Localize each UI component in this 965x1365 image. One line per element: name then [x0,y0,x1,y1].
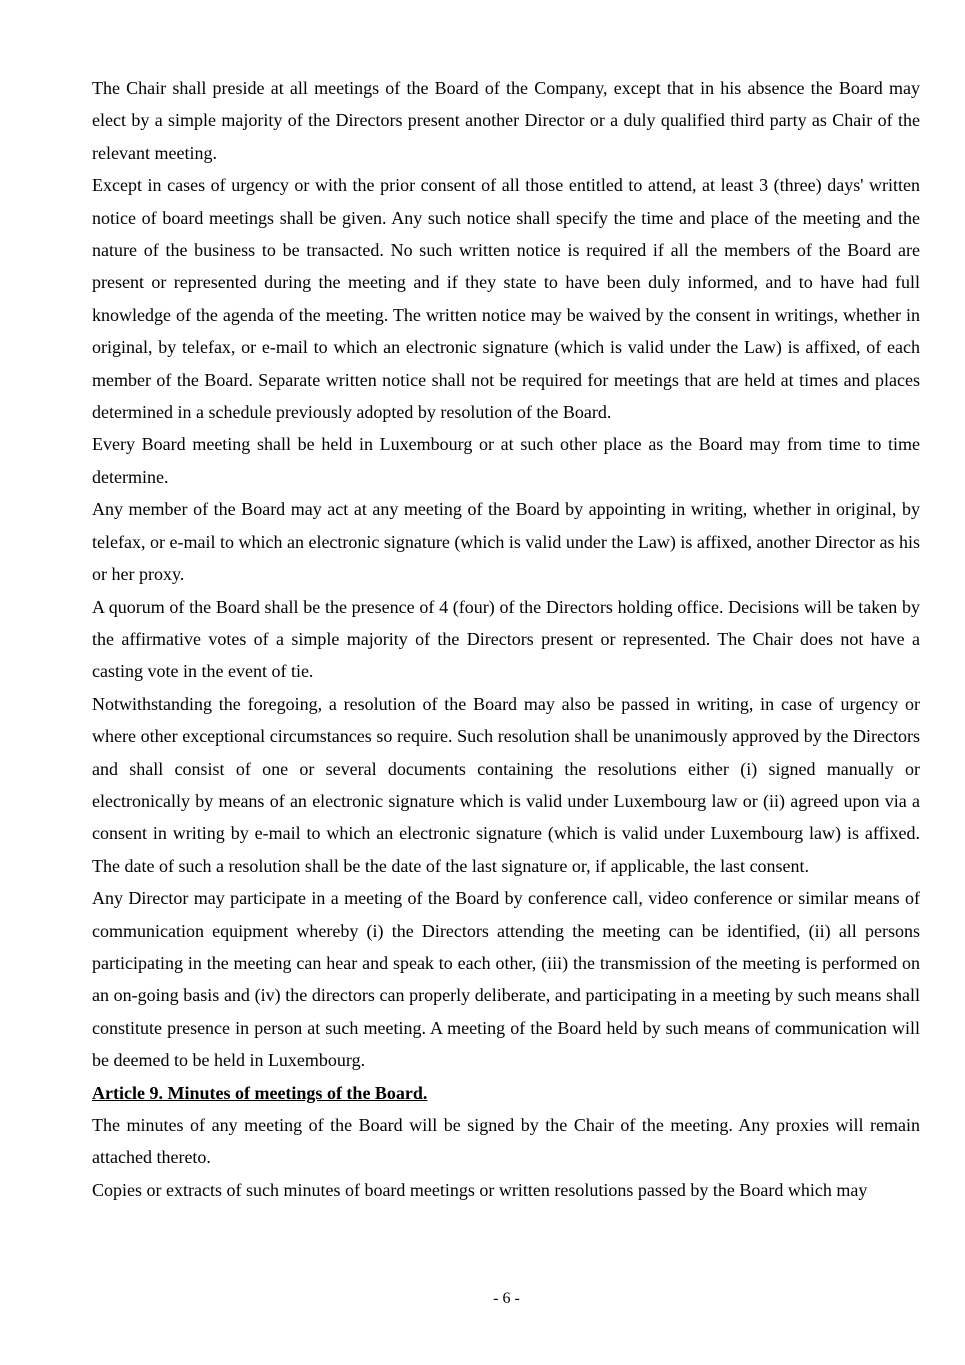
paragraph-chair-presides: The Chair shall preside at all meetings of the Board of the Company, except that in his absence the Board may elect by a simple majority of the Directors present another Director or a duly qualified third party as Chair of the relevant meeting. [92,78,920,163]
paragraph-notice-of-meetings: Except in cases of urgency or with the prior consent of all those entitled to attend, at least 3 (three) days' written notice of board meetings shall be given. Any such notice shall specify the time and place of the meeting and the nature of the business to be transacted. No such written notice is required if all the members of the Board are present or represented during the meeting and if they state to have been duly informed, and to have had full knowledge of the agenda of the meeting. The written notice may be waived by the consent in writings, whether in original, by telefax, or e-mail to which an electronic signature (which is valid under the Law) is affixed, of each member of the Board. Separate written notice shall not be required for meetings that are held at times and places determined in a schedule previously adopted by resolution of the Board. [92,175,920,423]
document-page [92,72,920,1206]
paragraph-copies-of-minutes: Copies or extracts of such minutes of board meetings or written resolutions passed by the Board which may [92,1179,868,1200]
paragraph-meeting-location: Every Board meeting shall be held in Luxembourg or at such other place as the Board may from time to time determine. [92,434,920,487]
paragraph-proxy: Any member of the Board may act at any meeting of the Board by appointing in writing, whether in original, by telefax, or e-mail to which an electronic signature (which is valid under the Law) is affixed, another Director as his or her proxy. [92,499,920,585]
article-9-heading: Article 9. Minutes of meetings of the Board. [92,1082,428,1103]
page-number: - 6 - [493,1290,520,1307]
paragraph-quorum: A quorum of the Board shall be the presence of 4 (four) of the Directors holding office. Decisions will be taken by the affirmative votes of a simple majority of the Directors present or represented. The Chair does not have a casting vote in the event of tie. [92,596,920,682]
paragraph-remote-participation: Any Director may participate in a meeting of the Board by conference call, video conference or similar means of communication equipment whereby (i) the Directors attending the meeting can be identified, (ii) all persons participating in the meeting can hear and speak to each other, (iii) the transmission of the meeting is performed on an on-going basis and (iv) the directors can properly deliberate, and participating in a meeting by such means shall constitute presence in person at such meeting. A meeting of the Board held by such means of communication will be deemed to be held in Luxembourg. [92,888,920,1071]
paragraph-written-resolution: Notwithstanding the foregoing, a resolution of the Board may also be passed in writing, in case of urgency or where other exceptional circumstances so require. Such resolution shall be unanimously approved by the Directors and shall consist of one or several documents containing the resolutions either (i) signed manually or electronically by means of an electronic signature which is valid under Luxembourg law or (ii) agreed upon via a consent in writing by e-mail to which an electronic signature (which is valid under Luxembourg law) is affixed. The date of such a resolution shall be the date of the last signature or, if applicable, the last consent. [92,693,920,876]
paragraph-minutes-signed: The minutes of any meeting of the Board will be signed by the Chair of the meeting. Any proxies will remain attached thereto. [92,1115,920,1168]
